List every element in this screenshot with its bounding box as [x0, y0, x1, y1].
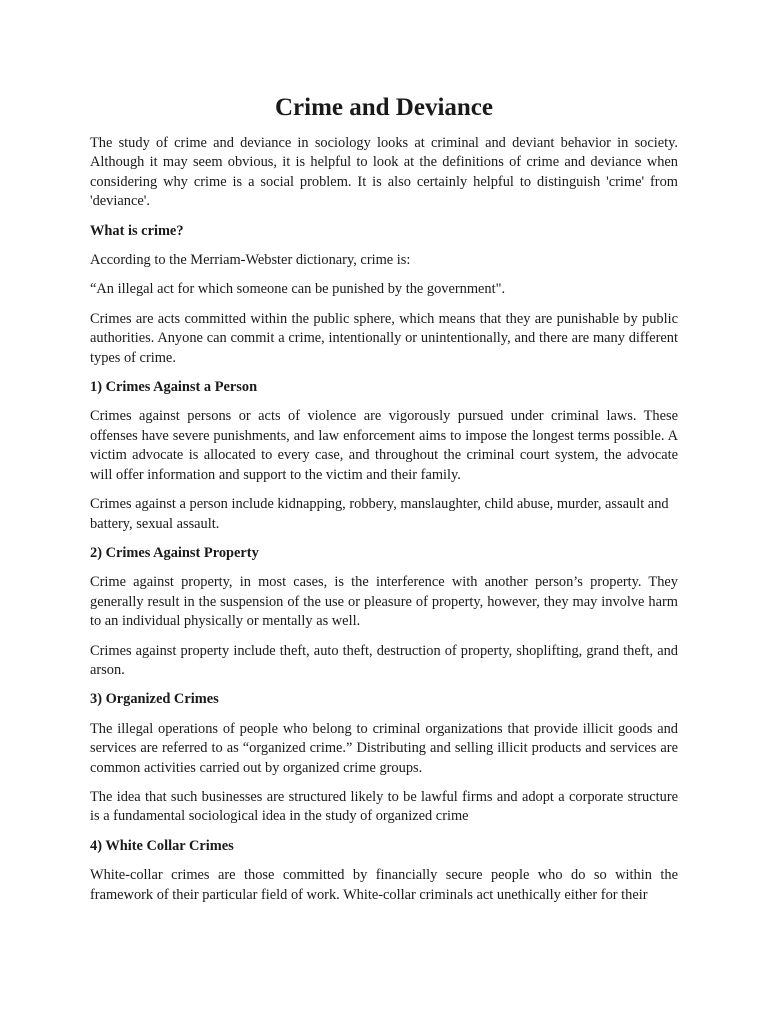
definition-quote: “An illegal act for which someone can be punished by the government". [90, 281, 506, 298]
page-title: Crime and Deviance [274, 94, 494, 121]
section-heading-organized-crimes: 3) Organized Crimes [90, 691, 219, 708]
section-heading-crimes-against-property: 2) Crimes Against Property [90, 544, 259, 561]
section-paragraph: The illegal operations of people who belong to criminal organizations that provide illicit goods and services are referred to as “organized crime.” Distributing and selling illicit products and services are common activities carried out by organized crime groups. [90, 720, 678, 776]
definition-lead: According to the Merriam-Webster dictionary, crime is: [90, 252, 411, 269]
section-paragraph: Crimes against property include theft, auto theft, destruction of property, shoplifting, grand theft, and arson. [90, 642, 678, 678]
what-is-crime-heading: What is crime? [90, 222, 184, 239]
crimes-overview-paragraph: Crimes are acts committed within the public sphere, which means that they are punishable by public authorities. Anyone can commit a crime, intentionally or unintentionally, and there are many different types of crime. [90, 310, 678, 366]
section-heading-crimes-against-person: 1) Crimes Against a Person [90, 379, 258, 396]
section-paragraph: Crimes against a person include kidnapping, robbery, manslaughter, child abuse, murder, assault and battery, sexual assault. [90, 496, 669, 532]
section-paragraph: Crimes against persons or acts of violence are vigorously pursued under criminal laws. These offenses have severe punishments, and law enforcement aims to impose the longest terms possible. A victim advocate is allocated to every case, and throughout the criminal court system, the advocate will offer information and support to the victim and their family. [90, 408, 678, 483]
section-paragraph: The idea that such businesses are structured likely to be lawful firms and adopt a corporate structure is a fundamental sociological idea in the study of organized crime [90, 788, 678, 825]
section-paragraph: Crime against property, in most cases, is the interference with another person’s property. They generally result in the suspension of the use or pleasure of property, however, they may involve harm to an individual physically or mentally as well. [90, 574, 678, 630]
intro-paragraph: The study of crime and deviance in sociology looks at criminal and deviant behavior in society. Although it may seem obvious, it is helpful to look at the definitions of crime and deviance when considering why crime is a social problem. It is also certainly helpful to distinguish 'crime' from 'deviance'. [90, 135, 678, 210]
section-paragraph: White-collar crimes are those committed by financially secure people who do so within the framework of their particular field of work. White-collar criminals act unethically either for their [90, 867, 678, 903]
section-heading-white-collar-crimes: 4) White Collar Crimes [90, 837, 234, 854]
document-page [90, 92, 678, 915]
